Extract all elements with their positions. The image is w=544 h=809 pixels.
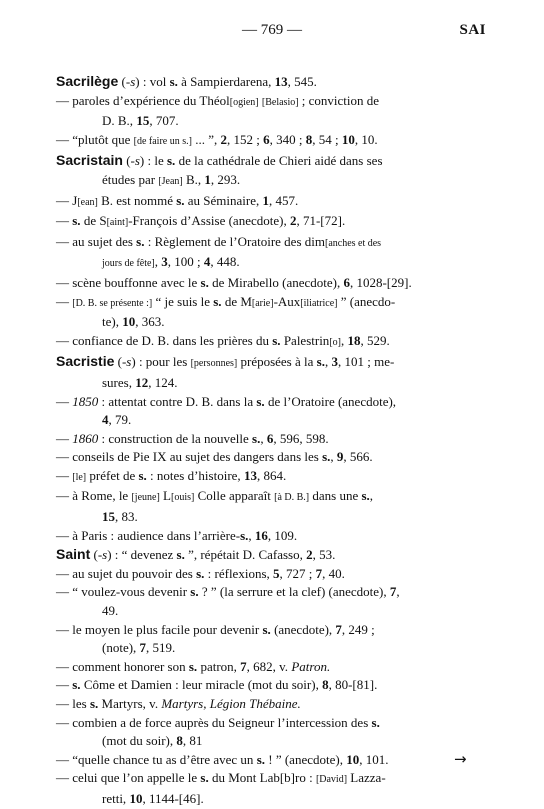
entry-text: , [324, 354, 332, 370]
entry-text: — J [56, 192, 78, 208]
entry-text: 10 [122, 314, 136, 330]
index-continuation-line [56, 171, 484, 192]
index-continuation-line [56, 508, 484, 527]
entry-text: s. [316, 354, 325, 370]
entry-text: au Séminaire, [184, 192, 263, 208]
entry-text: , 10. [354, 131, 378, 147]
entry-text: 6 [266, 430, 274, 446]
entry-text: — “plutôt que [56, 131, 134, 147]
entry-text: — celui que l’on appelle le [56, 770, 201, 786]
headword: Sacrilège [56, 73, 119, 89]
entry-text: 7 [139, 640, 147, 656]
entry-text: , 152 ; [226, 131, 264, 147]
entry-text: B. est nommé [97, 192, 177, 208]
index-continuation-line [56, 411, 484, 430]
entry-text: — [56, 293, 73, 309]
entry-text: [ogien] [229, 96, 259, 108]
index-subentry-line [56, 658, 484, 677]
entry-text: s. [322, 449, 331, 465]
entry-text: de l’Oratoire (anecdote), [264, 393, 397, 409]
index-subentry-line [56, 769, 484, 790]
page-header [0, 22, 544, 44]
entry-text: , 249 ; [341, 621, 375, 637]
entry-text: jours de fête] [102, 258, 155, 270]
entry-text: 9 [336, 449, 344, 465]
index-subentry-line [56, 192, 484, 213]
entry-text: , 864. [256, 467, 287, 483]
entry-text: , 363. [135, 314, 165, 330]
entry-text: , 40. [322, 565, 345, 581]
entry-text: (anecdote), [270, 621, 336, 637]
entry-text: ) : “ devenez [107, 547, 177, 563]
entry-text: préposées à la [237, 354, 317, 370]
page-number: — 769 — [242, 22, 302, 38]
index-subentry-line [56, 430, 484, 449]
entry-text: 7 [315, 565, 323, 581]
running-head: SAI [459, 22, 486, 38]
entry-text: de M [221, 293, 252, 309]
entry-text: 7 [389, 584, 397, 600]
entry-text: -s [125, 74, 136, 89]
entry-text: 2 [220, 131, 227, 147]
entry-text: ” (anecdo- [337, 293, 396, 309]
entry-text: B., [182, 171, 205, 187]
entry-text: 12 [135, 374, 149, 390]
entry-text: [personnes] [190, 358, 238, 370]
entry-text: 8 [305, 131, 313, 147]
entry-text: , 80-[81]. [328, 677, 378, 693]
index-continuation-line [56, 253, 484, 274]
index-subentry-line [56, 565, 484, 584]
entry-text: préfet de [86, 467, 139, 483]
entry-text: [David] [315, 774, 348, 786]
entry-text: [aint] [106, 217, 129, 229]
entry-text: ( [114, 354, 122, 370]
entry-text: [iliatrice] [300, 297, 338, 309]
entry-text: , 54 ; [312, 131, 342, 147]
entry-text: 4 [203, 254, 211, 270]
entry-text: — [56, 393, 73, 409]
index-continuation-line [56, 602, 484, 621]
index-subentry-line [56, 751, 484, 770]
entry-text: , 109. [267, 527, 298, 543]
entry-text: à Sampierdarena, [177, 74, 275, 89]
index-subentry-line [56, 131, 484, 152]
entry-text: , 340 ; [269, 131, 306, 147]
index-subentry-line [56, 92, 484, 113]
index-subentry-line [56, 527, 484, 546]
entry-text: — scène bouffonne avec le [56, 274, 201, 290]
entry-text: s. [256, 393, 265, 409]
entry-text: — conseils de Pie IX au sujet des dangers dans les [56, 449, 323, 465]
index-subentry-line [56, 332, 484, 353]
entry-text: , 682, v. [246, 658, 292, 674]
entry-text: [o] [329, 336, 341, 348]
entry-text: s. [190, 584, 199, 600]
entry-text: 10 [341, 131, 355, 147]
entry-text: s. [213, 293, 222, 309]
entry-text: s. [272, 332, 281, 348]
entry-text: , 545. [287, 74, 317, 89]
entry-text: 15 [136, 113, 150, 129]
entry-text: : construction de la nouvelle [98, 430, 253, 446]
entry-text: s. [361, 488, 370, 504]
continue-arrow-icon: → [454, 750, 467, 768]
entry-text: -s [121, 354, 132, 370]
index-continuation-line [56, 112, 484, 131]
entry-text: te), [102, 314, 123, 330]
entry-text: Martyrs, Légion Thébaine. [161, 696, 301, 711]
entry-text: retti, [102, 790, 130, 806]
entry-text: 8 [322, 677, 329, 693]
index-subentry-line [56, 233, 484, 254]
index-subentry-line [56, 487, 484, 508]
entry-text: , 79. [108, 412, 132, 428]
entry-text: ! ” (anecdote), [265, 751, 347, 767]
entry-text: [jeune] [131, 492, 160, 504]
entry-text: 7 [240, 658, 247, 674]
entry-text: [de faire un s.] [133, 135, 192, 147]
entry-text: [ouis] [171, 492, 195, 504]
entry-text: , [330, 449, 337, 465]
index-headword-line [56, 545, 484, 565]
entry-text: de la cathédrale de Chieri aidé dans ses [175, 153, 383, 169]
entry-text: [anches et des [324, 237, 382, 249]
entry-text: , 566. [343, 449, 373, 465]
entry-text: 15 [102, 509, 115, 525]
entry-text: dans une [309, 488, 362, 504]
entry-text: -François d’Assise (anecdote), [128, 213, 290, 229]
entry-text: : attentat contre D. B. dans la [98, 393, 257, 409]
index-continuation-line [56, 732, 484, 751]
entry-text: 13 [243, 467, 257, 483]
entry-text: — au sujet des [56, 233, 137, 249]
entry-text: études par [102, 171, 159, 187]
index-subentry-line [56, 448, 484, 467]
entry-text: s. [89, 696, 99, 711]
entry-text: , 53. [312, 547, 336, 563]
entry-text: — [56, 677, 73, 693]
index-headword-line [56, 352, 484, 374]
entry-text: — à Paris : audience dans l’arrière- [56, 527, 241, 543]
index-subentry-line [56, 467, 484, 488]
entry-text: 10 [129, 790, 143, 806]
entry-text: — à Rome, le [56, 488, 132, 504]
entry-text: s. [136, 233, 145, 249]
entry-text: 7 [335, 621, 342, 637]
entry-text: s. [169, 74, 178, 89]
entry-text: 16 [254, 527, 268, 543]
entry-text: — [56, 430, 73, 446]
entry-text: (mot du soir), [102, 733, 177, 749]
entry-text: , [248, 527, 255, 543]
entry-text: s. [176, 192, 185, 208]
index-continuation-line [56, 374, 484, 393]
entry-text: — confiance de D. B. dans les prières du [56, 332, 273, 348]
entry-text: s. [138, 467, 147, 483]
entry-text: 10 [346, 751, 360, 767]
entry-text: , [369, 488, 374, 504]
entry-text: : Règlement de l’Oratoire des dim [144, 233, 325, 249]
entry-text: [ean] [77, 196, 98, 208]
entry-text: s. [188, 658, 198, 674]
entry-text: s. [371, 714, 380, 730]
entry-text: , 707. [149, 113, 179, 129]
entry-text: s. [200, 274, 209, 290]
index-subentry-line [56, 212, 484, 233]
entry-text: Patron. [291, 658, 331, 674]
entry-text: 1860 [72, 430, 99, 446]
entry-text: , 596, 598. [273, 430, 329, 446]
index-subentry-line [56, 621, 484, 640]
entry-text: s. [72, 677, 81, 693]
entry-text: ) : vol [135, 74, 170, 89]
entry-text: (note), [102, 640, 140, 656]
headword: Saint [56, 546, 91, 563]
entry-text: , 100 ; [167, 254, 204, 270]
entry-text: — [56, 213, 73, 229]
entry-text: s. [252, 430, 261, 446]
entry-text: L [159, 488, 171, 504]
entry-text: ( [122, 153, 131, 169]
entry-text: Côme et Damien : leur miracle (mot du soir), [80, 677, 323, 693]
entry-text: — [56, 467, 73, 483]
entry-text: , 81 [182, 733, 203, 749]
index-subentry-line [56, 293, 484, 314]
entry-text: [Jean] [158, 175, 183, 187]
entry-text: 1 [262, 192, 270, 208]
entry-text: — paroles d’expérience du Théol [56, 92, 230, 108]
index-continuation-line [56, 313, 484, 332]
entry-text: [le] [72, 471, 87, 483]
entry-text: , [340, 332, 348, 348]
entry-text: — combien a de force auprès du Seigneur l’intercession des [56, 714, 372, 730]
entry-text: 2 [306, 547, 313, 563]
headword: Sacristie [56, 353, 115, 370]
entry-text: 3 [331, 354, 338, 370]
entry-text: ”, répétait D. Cafasso, [184, 547, 307, 563]
entry-text: , 1028-[29]. [349, 274, 412, 290]
entry-text: s. [72, 213, 81, 229]
index-headword-line [56, 72, 484, 92]
entry-text: ( [118, 74, 126, 89]
entry-text: — comment honorer son [56, 658, 189, 674]
entry-text: [à D. B.] [274, 492, 310, 504]
entry-text: : réflexions, [204, 565, 273, 581]
entry-text: 49. [102, 603, 119, 619]
entry-text: , [396, 584, 400, 600]
entry-text: ) : pour les [131, 354, 191, 370]
entry-text: s. [200, 770, 209, 786]
entry-text: , 293. [210, 171, 241, 187]
entry-text: [arie] [251, 297, 274, 309]
index-continuation-line [56, 639, 484, 658]
entry-text: s. [262, 621, 271, 637]
entry-text: ; conviction de [298, 92, 380, 108]
entry-text: 5 [273, 565, 280, 581]
entry-text: s. [167, 153, 176, 169]
entry-text: -s [130, 153, 140, 169]
entry-text: , [260, 430, 267, 446]
entry-text: -s [97, 547, 108, 563]
entry-text: [D. B. se présente :] [72, 297, 153, 309]
entry-text: — “quelle chance tu as d’être avec un [56, 751, 257, 767]
index-entries [56, 72, 484, 809]
index-continuation-line [56, 790, 484, 809]
headword: Sacristain [56, 152, 123, 169]
entry-text: , 529. [360, 332, 390, 348]
entry-text: — le moyen le plus facile pour devenir [56, 621, 263, 637]
entry-text: — les [56, 696, 90, 711]
entry-text: 1850 [72, 393, 99, 409]
entry-text: 4 [102, 412, 109, 428]
entry-text: — “ voulez-vous devenir [56, 584, 191, 600]
index-subentry-line [56, 583, 484, 602]
entry-text: , 1144-[46]. [142, 790, 204, 806]
entry-text: , 101 ; me- [337, 354, 395, 370]
entry-text: ... ”, [191, 131, 221, 147]
entry-text: de S [80, 213, 107, 229]
entry-text: ? ” (la serrure et la clef) (anecdote), [198, 584, 390, 600]
entry-text: 18 [347, 332, 361, 348]
index-subentry-line [56, 695, 484, 714]
entry-text: , 519. [146, 640, 176, 656]
entry-text: : notes d’histoire, [146, 467, 244, 483]
index-subentry-line [56, 274, 484, 293]
entry-text: de Mirabello (anecdote), [208, 274, 344, 290]
entry-text: -Aux [273, 293, 301, 309]
index-subentry-line [56, 393, 484, 412]
entry-text: sures, [102, 374, 136, 390]
entry-text: D. B., [102, 113, 137, 129]
entry-text: , 124. [148, 374, 178, 390]
entry-text: s. [256, 751, 265, 767]
entry-text: s. [176, 547, 185, 563]
entry-text: 8 [176, 733, 183, 749]
entry-text: 6 [343, 274, 350, 290]
entry-text: Martyrs, v. [98, 696, 162, 711]
entry-text: du Mont Lab[b]ro : [208, 770, 316, 786]
entry-text: , 83. [115, 509, 138, 525]
entry-text: 13 [274, 74, 288, 89]
entry-text: 1 [204, 171, 211, 187]
index-headword-line [56, 151, 484, 171]
entry-text: — au sujet du pouvoir des [56, 565, 197, 581]
entry-text: , 71-[72]. [296, 213, 346, 229]
entry-text: s. [196, 565, 205, 581]
entry-text: patron, [197, 658, 241, 674]
entry-text: [Belasio] [261, 96, 299, 108]
entry-text: ( [90, 547, 98, 563]
entry-text: , 448. [210, 254, 240, 270]
entry-text: ) : le [139, 153, 167, 169]
entry-text: Lazza- [347, 770, 386, 786]
entry-text: Colle apparaît [194, 488, 275, 504]
entry-text: , 457. [269, 192, 299, 208]
entry-text: Palestrin [280, 332, 330, 348]
entry-text: , [154, 254, 162, 270]
entry-text: 2 [289, 213, 297, 229]
index-subentry-line [56, 676, 484, 695]
index-subentry-line [56, 714, 484, 733]
entry-text: “ je suis le [152, 293, 214, 309]
entry-text: , 101. [359, 751, 389, 767]
entry-text: s. [240, 527, 249, 543]
entry-text: 3 [161, 254, 168, 270]
entry-text: 6 [263, 131, 270, 147]
entry-text: , 727 ; [279, 565, 316, 581]
